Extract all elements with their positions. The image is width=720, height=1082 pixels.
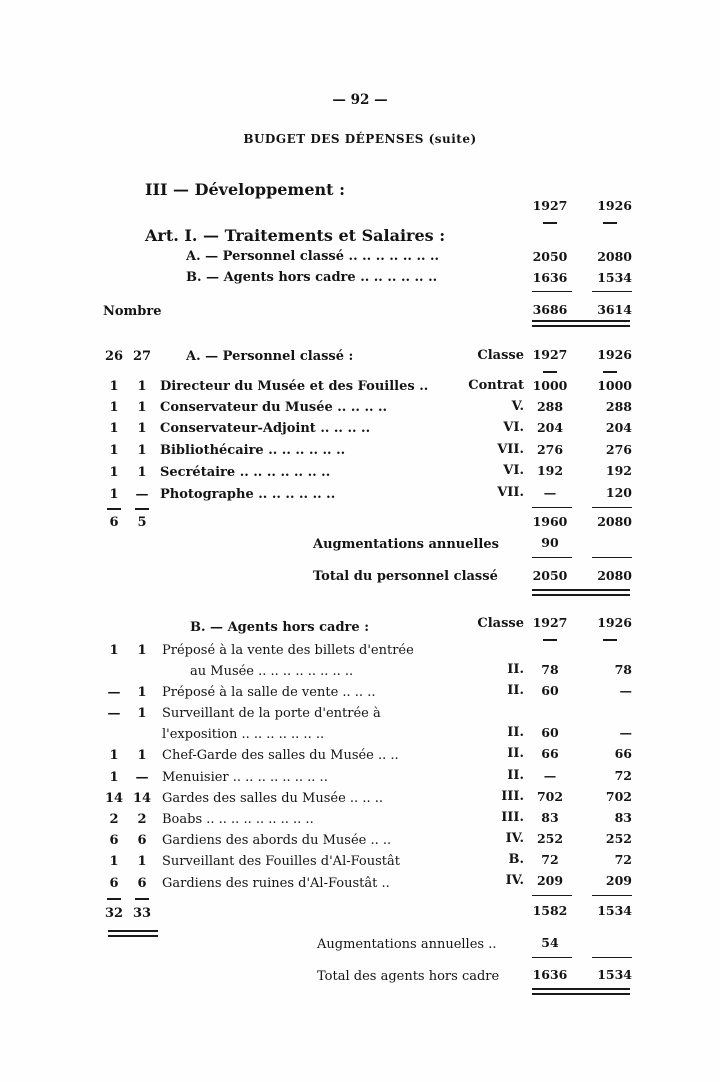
- classe-header: Classe: [477, 348, 524, 363]
- count-1927: 1: [109, 748, 119, 763]
- personnel-classe-title: A. — Personnel classé :: [186, 349, 354, 364]
- row-classe: III.: [501, 789, 524, 804]
- row-1926: —: [619, 725, 632, 740]
- count-rule: [135, 508, 149, 510]
- row-1927: 60: [541, 683, 559, 698]
- count-header-27: 27: [132, 349, 152, 364]
- year-dash: [543, 371, 557, 373]
- row-1927: 78: [541, 662, 559, 677]
- page-subtitle: BUDGET DES DÉPENSES (suite): [243, 132, 477, 146]
- article-row-label: A. — Personnel classé .. .. .. .. .. .. ..: [186, 249, 440, 264]
- total-1926: 2080: [597, 568, 632, 583]
- row-1926: 276: [605, 442, 632, 457]
- count-1927: 1: [109, 379, 119, 394]
- rule: [592, 557, 632, 558]
- row-label: Photographe .. .. .. .. .. ..: [160, 487, 336, 502]
- rule: [532, 507, 572, 508]
- count-1927: 14: [104, 791, 124, 806]
- article-row-1927: 2050: [532, 249, 568, 264]
- subtotal-1926: 1534: [597, 903, 632, 918]
- count-1927: 1: [109, 643, 119, 658]
- row-label-continued: l'exposition .. .. .. .. .. .. ..: [162, 727, 325, 742]
- row-classe: IV.: [505, 873, 524, 888]
- year-header-1927: 1927: [532, 347, 568, 362]
- row-label: Surveillant des Fouilles d'Al-Foustât: [162, 854, 400, 869]
- row-label: Conservateur du Musée .. .. .. ..: [160, 400, 388, 415]
- nombre-label: Nombre: [103, 304, 162, 319]
- double-rule: [108, 930, 158, 932]
- row-1926: 66: [614, 746, 632, 761]
- article-row-1926: 1534: [597, 270, 632, 285]
- row-1926: 252: [605, 831, 632, 846]
- count-1926: 1: [137, 854, 147, 869]
- article-row-1927: 1636: [532, 270, 568, 285]
- row-1927: 66: [541, 746, 559, 761]
- count-1926: —: [135, 487, 149, 502]
- row-classe: II.: [507, 768, 524, 783]
- count-1927: 1: [109, 443, 119, 458]
- year-dash: [603, 222, 617, 224]
- count-1927: 1: [109, 487, 119, 502]
- row-1926: 288: [605, 399, 632, 414]
- row-classe: IV.: [505, 831, 524, 846]
- row-1927: —: [543, 485, 557, 500]
- classe-header: Classe: [477, 616, 524, 631]
- count-1926: 2: [137, 812, 147, 827]
- total-1927: 2050: [532, 568, 568, 583]
- rule: [592, 895, 632, 896]
- row-1927: —: [543, 768, 557, 783]
- count-1926: 1: [137, 379, 147, 394]
- count-header-26: 26: [104, 349, 124, 364]
- count-1926: 14: [132, 791, 152, 806]
- subtotal-1927: 1582: [532, 903, 568, 918]
- row-1926: —: [619, 683, 632, 698]
- year-header-1927: 1927: [532, 198, 568, 213]
- row-label: Menuisier .. .. .. .. .. .. .. ..: [162, 770, 328, 785]
- row-label: Bibliothécaire .. .. .. .. .. ..: [160, 443, 346, 458]
- row-1926: 204: [605, 420, 632, 435]
- article-total-1926: 3614: [597, 302, 632, 317]
- year-header-1926: 1926: [597, 198, 632, 213]
- row-1926: 702: [605, 789, 632, 804]
- row-label: Préposé à la vente des billets d'entrée: [162, 643, 414, 658]
- count-1927: —: [107, 706, 121, 721]
- row-classe: II.: [507, 746, 524, 761]
- rule: [532, 957, 572, 958]
- rule: [532, 557, 572, 558]
- row-classe: V.: [511, 399, 524, 414]
- double-rule: [532, 325, 630, 327]
- row-1927: 192: [536, 463, 564, 478]
- count-1926: 6: [137, 876, 147, 891]
- row-classe: Contrat: [468, 378, 524, 393]
- article-row-1926: 2080: [597, 249, 632, 264]
- double-rule: [532, 589, 630, 591]
- subtotal-1927: 1960: [532, 514, 568, 529]
- rule: [592, 291, 632, 292]
- rule: [532, 291, 572, 292]
- count-1927: 1: [109, 465, 119, 480]
- count-rule: [135, 898, 149, 900]
- count-1926: —: [135, 770, 149, 785]
- row-1927: 252: [536, 831, 564, 846]
- row-label: Conservateur-Adjoint .. .. .. ..: [160, 421, 371, 436]
- row-1926: 1000: [597, 378, 632, 393]
- subtotal-1926: 2080: [597, 514, 632, 529]
- double-rule: [532, 594, 630, 596]
- row-1926: 72: [614, 852, 632, 867]
- count-total-1926: 33: [132, 906, 152, 921]
- double-rule: [108, 935, 158, 937]
- row-1926: 120: [605, 485, 632, 500]
- row-1927: 204: [536, 420, 564, 435]
- row-1927: 60: [541, 725, 559, 740]
- count-1926: 6: [137, 833, 147, 848]
- row-classe: II.: [507, 683, 524, 698]
- row-1926: 78: [614, 662, 632, 677]
- rule: [592, 957, 632, 958]
- double-rule: [532, 320, 630, 322]
- row-classe: B.: [508, 852, 524, 867]
- row-label: Gardiens des abords du Musée .. ..: [162, 833, 392, 848]
- count-1927: 1: [109, 854, 119, 869]
- count-1926: 1: [137, 400, 147, 415]
- total-1926: 1534: [597, 967, 632, 982]
- row-classe: II.: [507, 725, 524, 740]
- row-classe: VII.: [497, 442, 524, 457]
- augmentations-1927: 54: [541, 935, 559, 950]
- augmentations-1927: 90: [541, 535, 559, 550]
- count-1927: 1: [109, 421, 119, 436]
- row-classe: III.: [501, 810, 524, 825]
- row-label: Boabs .. .. .. .. .. .. .. .. ..: [162, 812, 314, 827]
- total-label: Total des agents hors cadre: [317, 969, 500, 984]
- count-1927: 2: [109, 812, 119, 827]
- row-1927: 702: [536, 789, 564, 804]
- row-label: Directeur du Musée et des Fouilles ..: [160, 379, 429, 394]
- count-rule: [107, 508, 121, 510]
- count-total-1927: 6: [109, 515, 119, 530]
- article-total-1927: 3686: [532, 302, 568, 317]
- augmentations-label: Augmentations annuelles: [313, 537, 499, 552]
- count-1926: 1: [137, 643, 147, 658]
- count-rule: [107, 898, 121, 900]
- count-1926: 1: [137, 685, 147, 700]
- row-label: Surveillant de la porte d'entrée à: [162, 706, 381, 721]
- row-1927: 209: [536, 873, 564, 888]
- row-1927: 83: [541, 810, 559, 825]
- row-1927: 72: [541, 852, 559, 867]
- row-1927: 288: [536, 399, 564, 414]
- row-1926: 72: [614, 768, 632, 783]
- row-label: Gardiens des ruines d'Al-Foustât ..: [162, 876, 390, 891]
- row-classe: II.: [507, 662, 524, 677]
- count-1926: 1: [137, 748, 147, 763]
- row-classe: VI.: [503, 463, 524, 478]
- row-1926: 209: [605, 873, 632, 888]
- rule: [532, 895, 572, 896]
- total-1927: 1636: [532, 967, 568, 982]
- page-number: — 92 —: [332, 92, 388, 108]
- rule: [592, 507, 632, 508]
- row-label-continued: au Musée .. .. .. .. .. .. .. ..: [190, 664, 354, 679]
- year-header-1926: 1926: [597, 347, 632, 362]
- article-title: Art. I. — Traitements et Salaires :: [145, 226, 446, 245]
- row-label: Préposé à la salle de vente .. .. ..: [162, 685, 376, 700]
- count-1926: 1: [137, 443, 147, 458]
- count-1926: 1: [137, 421, 147, 436]
- double-rule: [532, 993, 630, 995]
- count-total-1926: 5: [137, 515, 147, 530]
- total-label: Total du personnel classé: [313, 569, 498, 584]
- count-1927: 1: [109, 770, 119, 785]
- year-dash: [543, 222, 557, 224]
- row-1927: 276: [536, 442, 564, 457]
- row-label: Gardes des salles du Musée .. .. ..: [162, 791, 383, 806]
- count-1927: 1: [109, 400, 119, 415]
- year-header-1926: 1926: [597, 615, 632, 630]
- count-1927: —: [107, 685, 121, 700]
- count-1927: 6: [109, 833, 119, 848]
- row-label: Secrétaire .. .. .. .. .. .. ..: [160, 465, 331, 480]
- augmentations-label: Augmentations annuelles ..: [317, 937, 497, 952]
- row-1926: 83: [614, 810, 632, 825]
- year-dash: [543, 639, 557, 641]
- article-row-label: B. — Agents hors cadre .. .. .. .. .. ..: [186, 270, 438, 285]
- row-classe: VII.: [497, 485, 524, 500]
- row-1927: 1000: [532, 378, 568, 393]
- year-dash: [603, 371, 617, 373]
- count-total-1927: 32: [104, 906, 124, 921]
- year-header-1927: 1927: [532, 615, 568, 630]
- row-1926: 192: [605, 463, 632, 478]
- count-1926: 1: [137, 706, 147, 721]
- double-rule: [532, 988, 630, 990]
- agents-hors-cadre-title: B. — Agents hors cadre :: [190, 620, 370, 635]
- row-label: Chef-Garde des salles du Musée .. ..: [162, 748, 399, 763]
- count-1926: 1: [137, 465, 147, 480]
- year-dash: [603, 639, 617, 641]
- section-title: III — Développement :: [145, 180, 346, 199]
- row-classe: VI.: [503, 420, 524, 435]
- count-1927: 6: [109, 876, 119, 891]
